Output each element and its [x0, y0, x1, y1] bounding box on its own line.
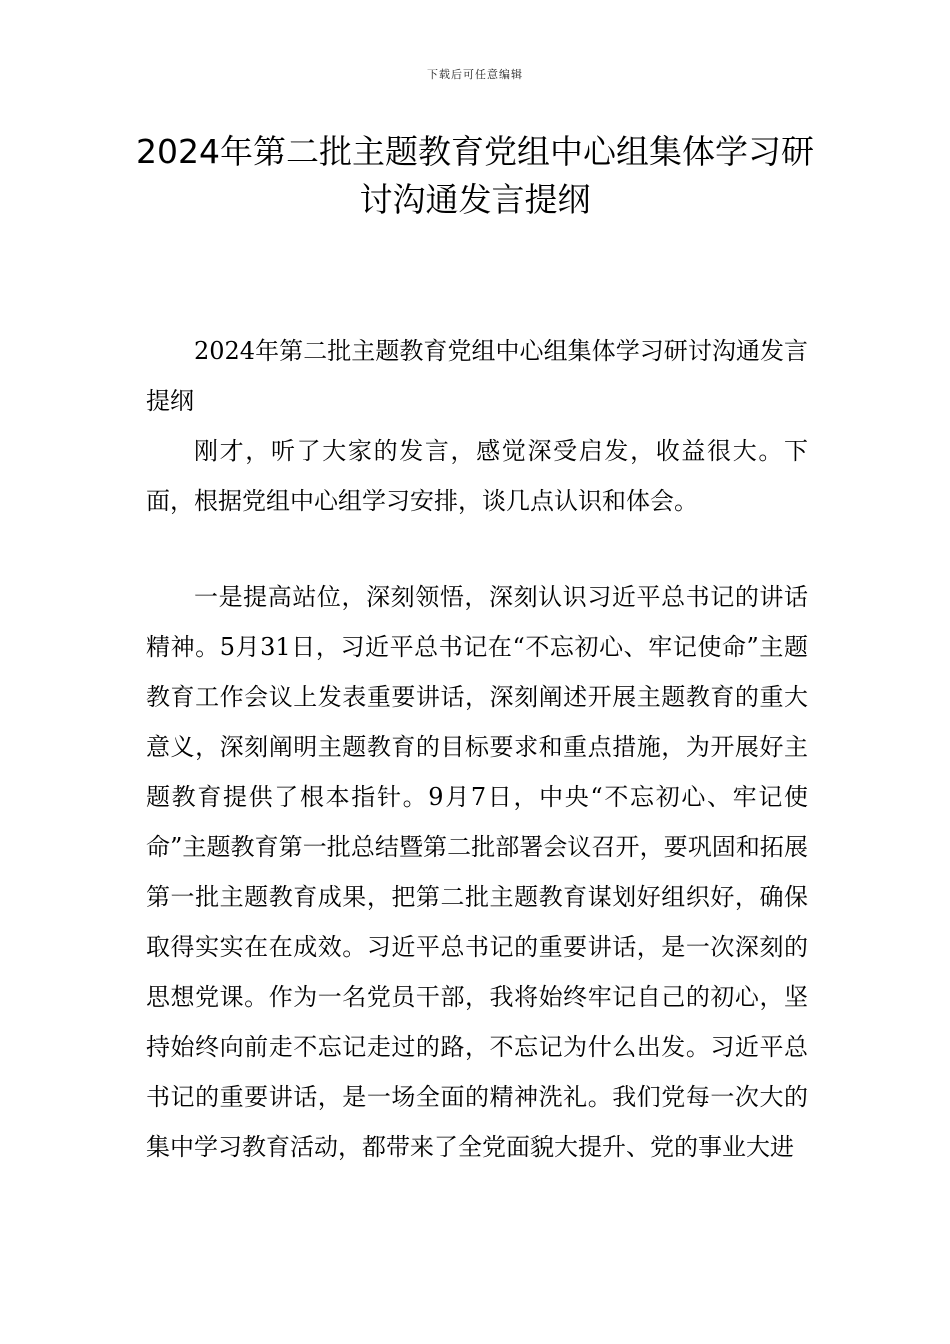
document-title: 2024年第二批主题教育党组中心组集体学习研讨沟通发言提纲	[136, 132, 814, 219]
paragraph-point-one: 一是提高站位，深刻领悟，深刻认识习近平总书记的讲话精神。5月31日，习近平总书记在“不忘初心、牢记使命”主题教育工作会议上发表重要讲话，深刻阐述开展主题教育的重大意义，深刻阐明主题教育的目标要求和重点措施，为开展好主题教育提供了根本指针。9月7日，中央“不忘初心、牢记使命”主题教育第一批总结暨第二批部署会议召开，要巩固和拓展第一批主题教育成果，把第二批主题教育谋划好组织好，确保取得实实在在成效。习近平总书记的重要讲话，是一次深刻的思想党课。作为一名党员干部，我将始终牢记自己的初心，坚持始终向前走不忘记走过的路，不忘记为什么出发。习近平总书记的重要讲话，是一场全面的精神洗礼。我们党每一次大的集中学习教育活动，都带来了全党面貌大提升、党的事业大进	[146, 583, 808, 1161]
document-body-main	[146, 572, 808, 1172]
header-note: 下载后可任意编辑	[427, 68, 523, 81]
paragraph-subtitle: 2024年第二批主题教育党组中心组集体学习研讨沟通发言提纲	[146, 337, 808, 415]
paragraph-opening: 刚才，听了大家的发言，感觉深受启发，收益很大。下面，根据党组中心组学习安排，谈几点认识和体会。	[146, 437, 808, 515]
document-body-intro	[146, 326, 808, 526]
